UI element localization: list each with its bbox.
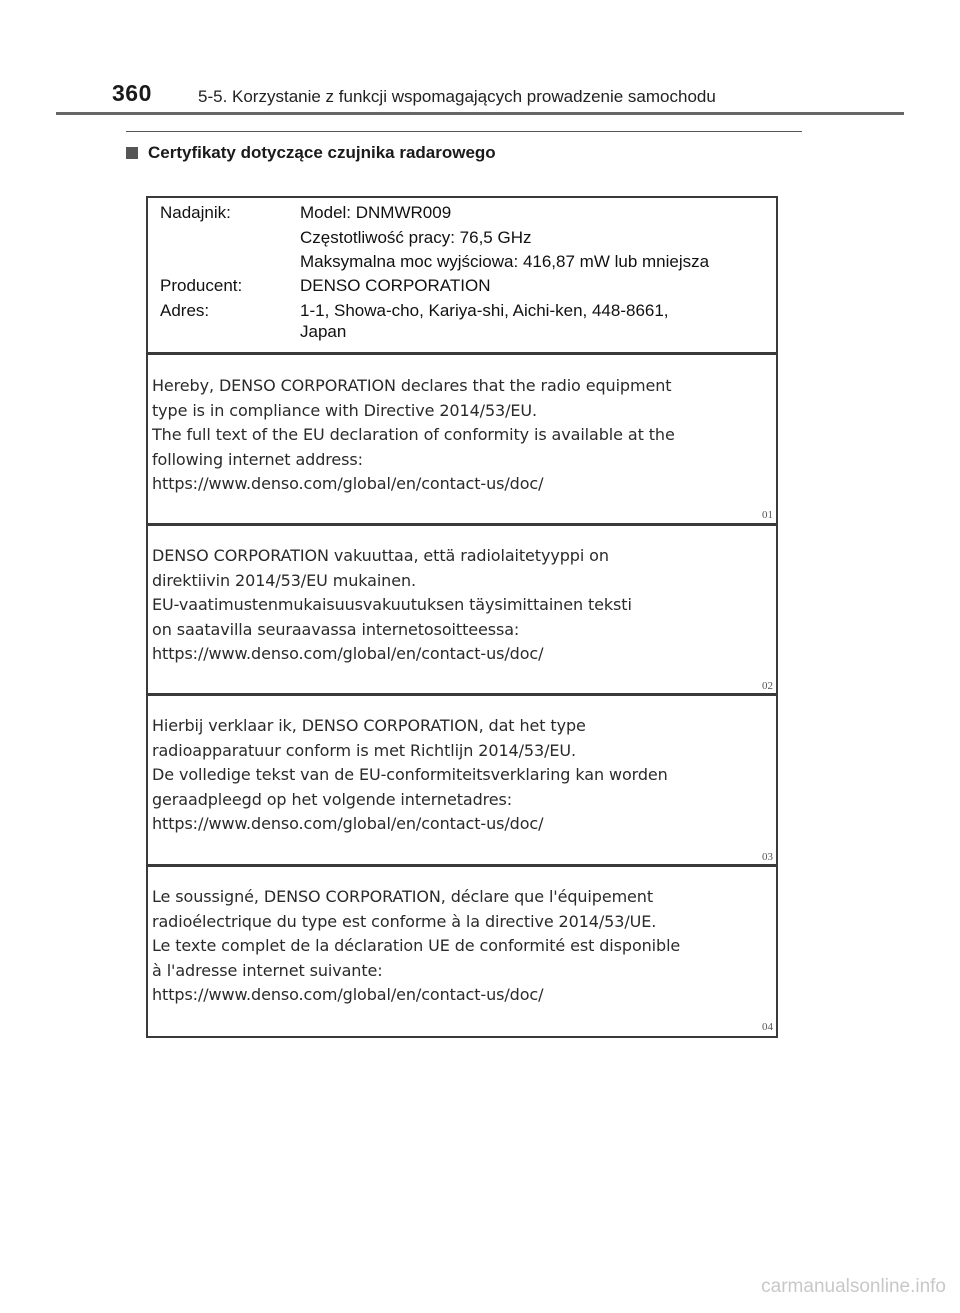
- declaration-line: https://www.denso.com/global/en/contact-us/doc/: [152, 474, 544, 493]
- info-value: DENSO CORPORATION: [300, 276, 491, 295]
- info-label: Producent:: [160, 276, 243, 295]
- declaration-line: De volledige tekst van de EU-conformiteitsverklaring kan worden: [152, 765, 668, 784]
- declaration-line: geraadpleegd op het volgende internetadres:: [152, 789, 513, 809]
- info-value: 1-1, Showa-cho, Kariya-shi, Aichi-ken, 448-8661,: [300, 301, 669, 320]
- info-value: Japan: [300, 322, 347, 341]
- info-value: Maksymalna moc wyjściowa: 416,87 mW lub mniejsza: [300, 252, 710, 271]
- declaration-line: EU-vaatimustenmukaisuusvakuutuksen täysimittainen teksti: [152, 595, 632, 614]
- info-row: [160, 251, 770, 273]
- declaration-line: https://www.denso.com/global/en/contact-us/doc/: [152, 814, 544, 833]
- declaration-line: on saatavilla seuraavassa internetosoitteessa:: [152, 619, 520, 639]
- section-divider: [148, 523, 776, 526]
- declaration-code: 01: [762, 509, 773, 521]
- page-number: 360: [112, 80, 152, 106]
- header-divider: [56, 112, 904, 115]
- info-value: Częstotliwość pracy: 76,5 GHz: [300, 228, 532, 247]
- info-label: [160, 227, 300, 249]
- declaration-finnish: [152, 544, 772, 667]
- declaration-line: Le texte complet de la déclaration UE de conformité est disponible: [152, 936, 681, 955]
- declaration-french: [152, 885, 772, 1008]
- certificate-box: [146, 196, 778, 1038]
- declaration-line: direktiivin 2014/53/EU mukainen.: [152, 570, 416, 590]
- declaration-line: à l'adresse internet suivante:: [152, 960, 383, 980]
- square-bullet-icon: [126, 147, 138, 159]
- section-divider: [148, 693, 776, 696]
- page-header: [0, 0, 960, 118]
- declaration-line: following internet address:: [152, 449, 363, 469]
- info-label: Adres:: [160, 301, 210, 320]
- section-divider: [126, 131, 802, 132]
- declaration-line: https://www.denso.com/global/en/contact-us/doc/: [152, 644, 544, 663]
- declaration-line: type is in compliance with Directive 2014/53/EU.: [152, 400, 538, 420]
- info-row: [160, 202, 770, 224]
- info-row: [160, 275, 770, 297]
- section-heading-text: Certyfikaty dotyczące czujnika radarowego: [148, 143, 496, 162]
- info-row: [160, 227, 770, 249]
- info-label: Nadajnik:: [160, 203, 231, 222]
- declaration-code: 03: [762, 851, 773, 863]
- section-heading: [126, 143, 496, 163]
- info-row: [160, 300, 770, 322]
- declaration-line: DENSO CORPORATION vakuuttaa, että radiolaitetyyppi on: [152, 546, 609, 565]
- info-label: [160, 251, 300, 273]
- site-watermark: carmanualsonline.info: [761, 1276, 946, 1297]
- declaration-line: radioélectrique du type est conforme à la directive 2014/53/UE.: [152, 911, 657, 931]
- declaration-line: https://www.denso.com/global/en/contact-us/doc/: [152, 985, 544, 1004]
- info-row: [160, 321, 770, 343]
- declaration-line: The full text of the EU declaration of conformity is available at the: [152, 425, 675, 444]
- section-divider: [148, 864, 776, 867]
- transmitter-info: [148, 198, 776, 356]
- declaration-line: Le soussigné, DENSO CORPORATION, déclare que l'équipement: [152, 887, 654, 906]
- declaration-line: radioapparatuur conform is met Richtlijn 2014/53/EU.: [152, 740, 576, 760]
- section-divider: [148, 352, 776, 355]
- declaration-english: [152, 374, 772, 497]
- chapter-title: 5-5. Korzystanie z funkcji wspomagających prowadzenie samochodu: [198, 87, 716, 106]
- declaration-code: 04: [762, 1021, 773, 1033]
- info-value: Model: DNMWR009: [300, 203, 452, 222]
- declaration-line: Hereby, DENSO CORPORATION declares that the radio equipment: [152, 376, 672, 395]
- declaration-line: Hierbij verklaar ik, DENSO CORPORATION, dat het type: [152, 716, 586, 735]
- info-label: [160, 321, 300, 343]
- declaration-dutch: [152, 714, 772, 837]
- declaration-code: 02: [762, 680, 773, 692]
